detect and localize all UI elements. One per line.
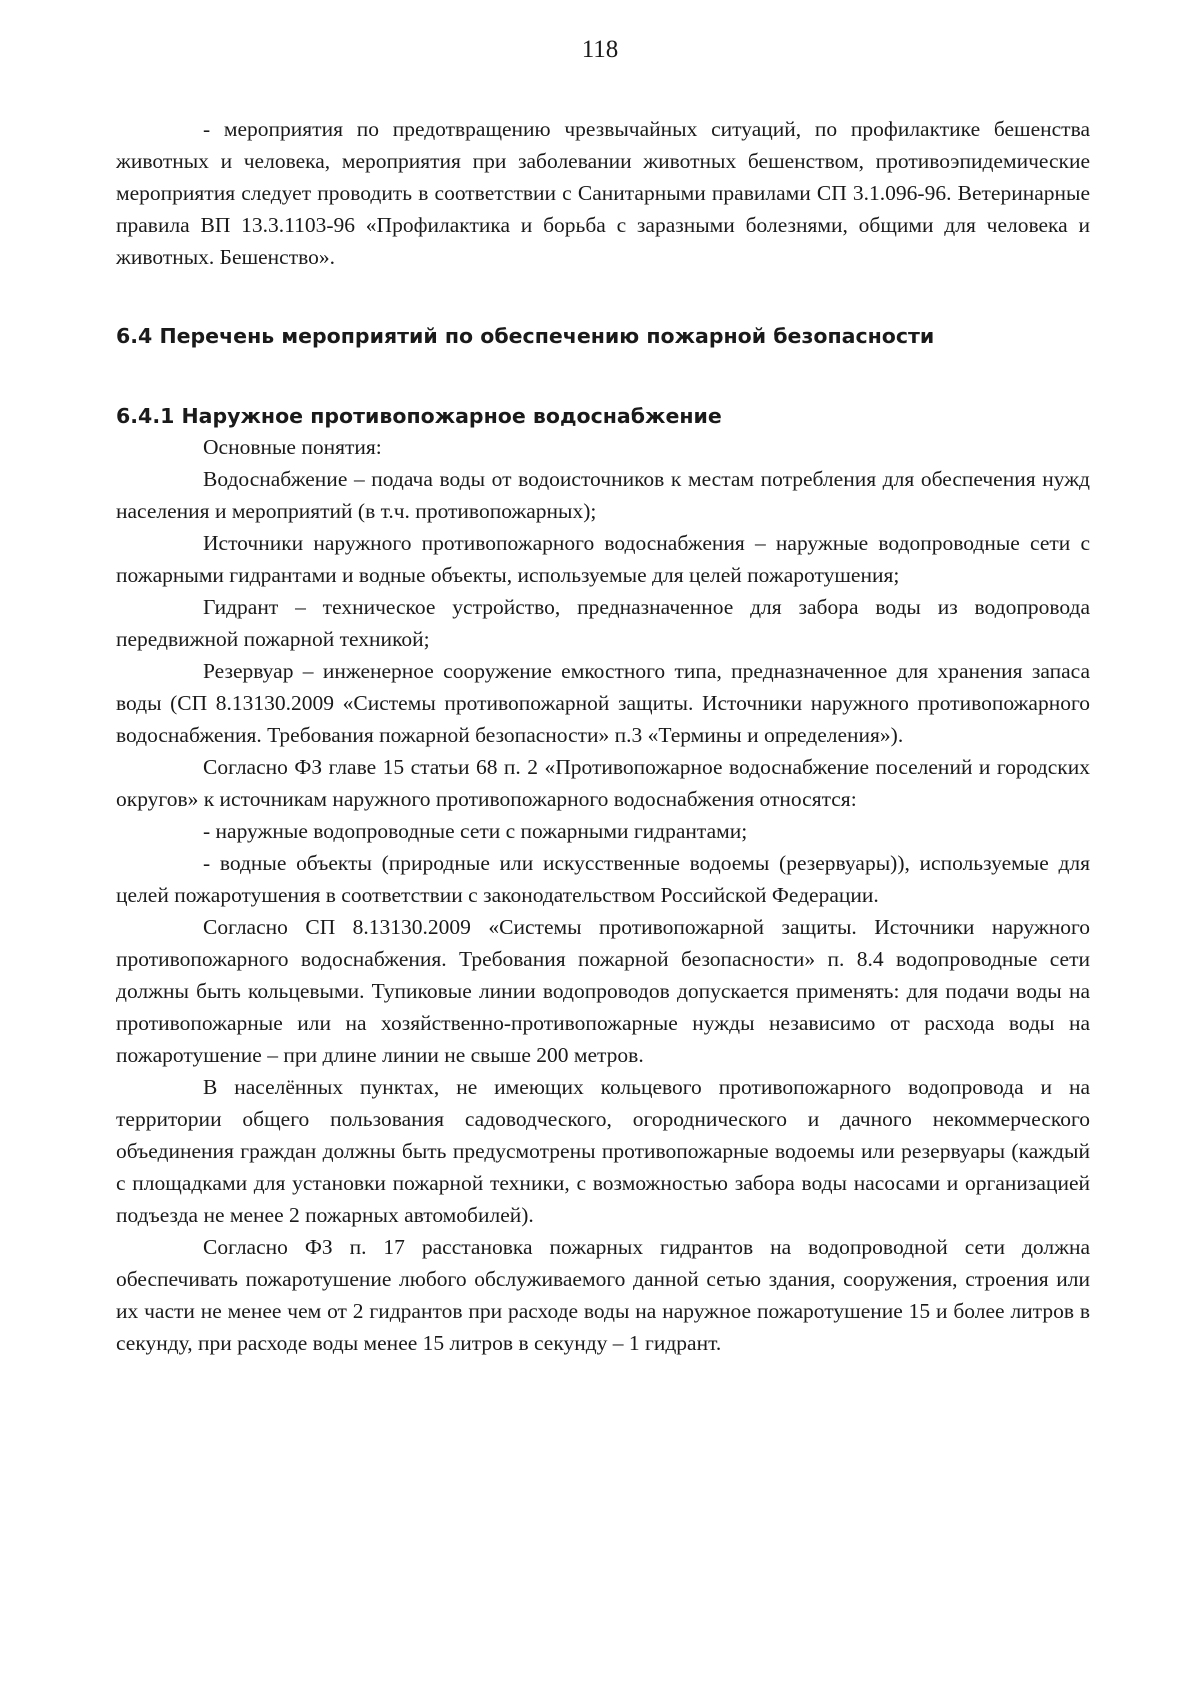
paragraph-fz-17-hydrants: Согласно ФЗ п. 17 расстановка пожарных гидрантов на водопроводной сети должна обеспечивать пожаротушение любого обслуживаемого данной сетью здания, сооружения, строения или их части не менее чем от 2 гидрантов при расходе воды на наружное пожаротушение 15 и более литров в секунду, при расходе воды менее 15 литров в секунду – 1 гидрант. <box>116 1235 1090 1355</box>
paragraph-water-supply-definition: Водоснабжение – подача воды от водоисточников к местам потребления для обеспечения нужд населения и мероприятий (в т.ч. противопожарных); <box>116 467 1090 523</box>
page-number: 118 <box>581 36 619 63</box>
subsection-heading-6-4-1: 6.4.1 Наружное противопожарное водоснабжение <box>116 404 722 428</box>
list-item-water-networks: - наружные водопроводные сети с пожарными гидрантами; <box>203 819 748 843</box>
section-heading-6-4: 6.4 Перечень мероприятий по обеспечению пожарной безопасности <box>116 324 935 348</box>
paragraph-sources-definition: Источники наружного противопожарного водоснабжения – наружные водопроводные сети с пожарными гидрантами и водные объекты, используемые для целей пожаротушения; <box>116 531 1090 587</box>
paragraph-basic-concepts: Основные понятия: <box>203 435 382 459</box>
document-body <box>116 113 1090 1359</box>
paragraph-fz-chapter-15: Согласно ФЗ главе 15 статьи 68 п. 2 «Противопожарное водоснабжение поселений и городских округов» к источникам наружного противопожарного водоснабжения относятся: <box>116 755 1090 811</box>
paragraph-sp-8-4: Согласно СП 8.13130.2009 «Системы противопожарной защиты. Источники наружного противопожарного водоснабжения. Требования пожарной безопасности» п. 8.4 водопроводные сети должны быть кольцевыми. Тупиковые линии водопроводов допускается применять: для подачи воды на противопожарные или на хозяйственно-противопожарные нужды независимо от расхода воды на пожаротушение – при длине линии не свыше 200 метров. <box>116 915 1090 1067</box>
list-item-water-bodies: - водные объекты (природные или искусственные водоемы (резервуары)), используемые для целей пожаротушения в соответствии с законодательством Российской Федерации. <box>116 851 1090 907</box>
paragraph-hydrant-definition: Гидрант – техническое устройство, предназначенное для забора воды из водопровода передвижной пожарной техникой; <box>116 595 1090 651</box>
paragraph-reservoir-definition: Резервуар – инженерное сооружение емкостного типа, предназначенное для хранения запаса воды (СП 8.13130.2009 «Системы противопожарной защиты. Источники наружного противопожарного водоснабжения. Требования пожарной безопасности» п.3 «Термины и определения»). <box>116 659 1090 747</box>
paragraph-rabies-measures: - мероприятия по предотвращению чрезвычайных ситуаций, по профилактике бешенства животных и человека, мероприятия при заболевании животных бешенством, противоэпидемические мероприятия следует проводить в соответствии с Санитарными правилами СП 3.1.096-96. Ветеринарные правила ВП 13.3.1103-96 «Профилактика и борьба с заразными болезнями, общими для человека и животных. Бешенство». <box>116 117 1090 269</box>
paragraph-settlements: В населённых пунктах, не имеющих кольцевого противопожарного водопровода и на территории общего пользования садоводческого, огороднического и дачного некоммерческого объединения граждан должны быть предусмотрены противопожарные водоемы или резервуары (каждый с площадками для установки пожарной техники, с возможностью забора воды насосами и организацией подъезда не менее 2 пожарных автомобилей). <box>116 1075 1090 1227</box>
